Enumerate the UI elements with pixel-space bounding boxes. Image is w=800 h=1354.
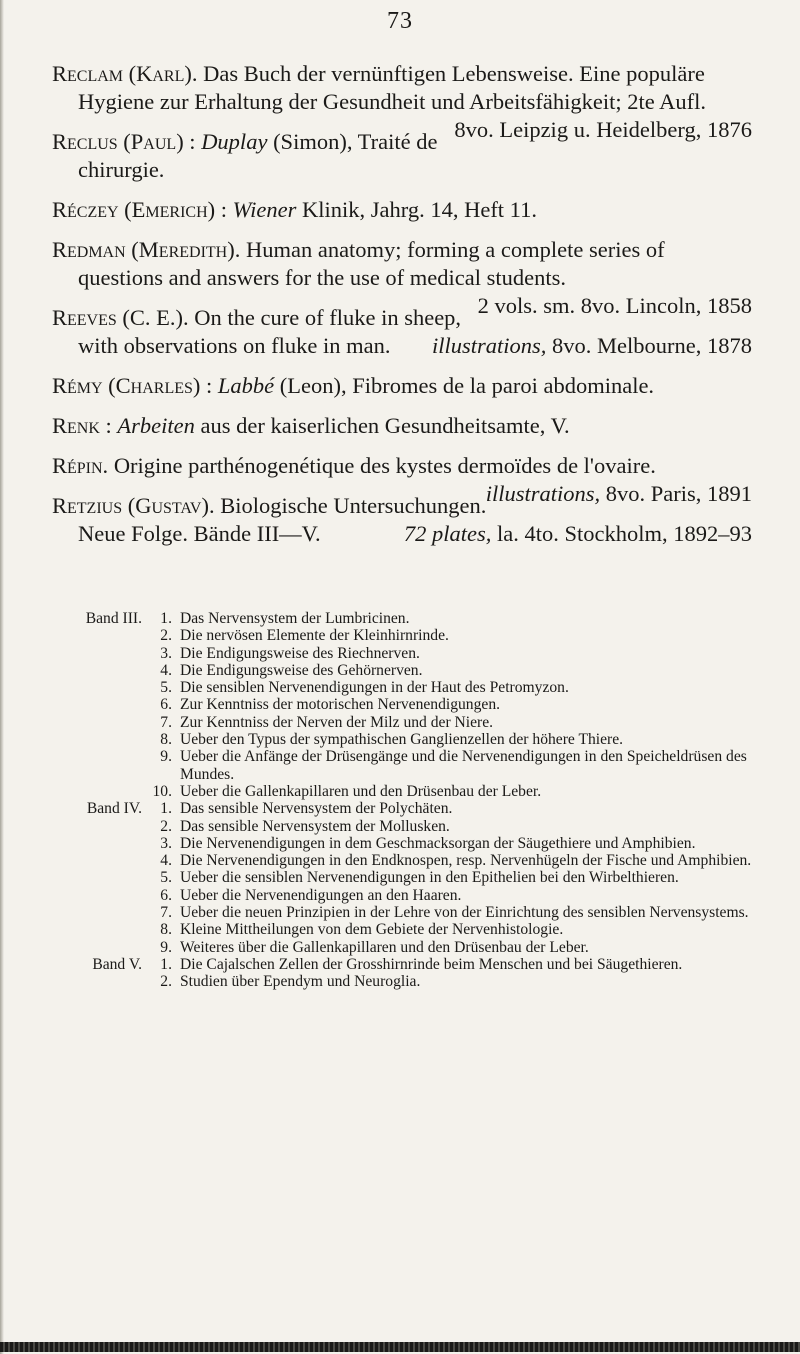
entry-illustrations: 72 plates, (403, 521, 492, 546)
band-item-number: 8. (160, 921, 172, 939)
bibliography-entry (52, 412, 752, 440)
band-item-title: Ueber die Gallenkapillaren und den Drüsenbau der Leber. (180, 782, 542, 800)
entry-author: Réczey (Emerich) : (52, 197, 228, 222)
band-item-number: 7. (160, 713, 172, 731)
band-label (52, 645, 142, 662)
band-item-number: 4. (160, 852, 172, 870)
band-item (52, 679, 762, 696)
entry-imprint: la. 4to. Stockholm, 1892–93 (497, 521, 752, 546)
band-item-title: Das sensible Nervensystem der Mollusken. (180, 817, 450, 835)
band-item-number: 6. (160, 886, 172, 904)
band-item (52, 973, 762, 990)
band-item-number: 1. (160, 610, 172, 627)
band-item (52, 645, 762, 662)
band-item (52, 800, 762, 817)
band-item (52, 662, 762, 679)
band-label (52, 679, 142, 696)
entry-author: Renk : (52, 413, 112, 438)
band-item-number: 2. (160, 817, 172, 835)
entry-author: Reclus (Paul) : (52, 129, 196, 154)
entry-publication (431, 332, 752, 360)
band-item-title: Die Nervenendigungen in dem Geschmacksorgan der Säugethiere und Amphibien. (180, 834, 696, 852)
band-item (52, 921, 762, 938)
band-label (52, 904, 142, 921)
band-item-title: Zur Kenntniss der Nerven der Milz und der Niere. (180, 713, 494, 731)
band-label (52, 818, 142, 835)
band-item-number: 2. (160, 973, 172, 991)
band-label (52, 748, 142, 783)
page-edge-shadow (0, 0, 4, 1354)
entry-title: Das Buch der vernünftigen Lebensweise. Eine populäre Hygiene zur Erhaltung der Gesundheit und Arbeitsfähigkeit; 2te Aufl. (78, 61, 706, 114)
band-item-number: 2. (160, 627, 172, 645)
band-item (52, 835, 762, 852)
band-item-title: Die Nervenendigungen in den Endknospen, resp. Nervenhügeln der Fische und Amphibien. (180, 852, 752, 870)
band-item (52, 610, 762, 627)
band-item-number: 1. (160, 955, 172, 973)
band-item (52, 818, 762, 835)
band-item (52, 939, 762, 956)
band-item-title: Ueber die neuen Prinzipien in der Lehre von der Einrichtung des sensiblen Nervensystems. (180, 904, 749, 922)
band-label (52, 714, 142, 731)
band-item-number: 9. (160, 748, 172, 766)
entry-title: Origine parthénogenétique des kystes dermoïdes de l'ovaire. (113, 453, 656, 478)
band-label (52, 783, 142, 800)
band-label: Band III. (85, 610, 142, 627)
entry-title: On the cure of fluke in sheep, with observations on fluke in man. (78, 305, 462, 358)
band-item (52, 714, 762, 731)
band-label (52, 869, 142, 886)
band-item-title: Das sensible Nervensystem der Polychäten. (180, 800, 453, 818)
entry-imprint: 8vo. Leipzig u. Heidelberg, 1876 (454, 117, 752, 142)
bottom-edge-rule (0, 1342, 800, 1352)
band-item-title: Die nervösen Elemente der Kleinhirnrinde. (180, 627, 449, 645)
bibliography-entries (52, 60, 752, 560)
entry-author: Rémy (Charles) : (52, 373, 213, 398)
band-item-number: 1. (160, 800, 172, 818)
band-item-title: Kleine Mittheilungen von dem Gebiete der Nervenhistologie. (180, 921, 564, 939)
band-label (52, 696, 142, 713)
band-label (52, 662, 142, 679)
entry-title: Human anatomy; forming a complete series of questions and answers for the use of medical students. (78, 237, 665, 290)
entry-publication (477, 292, 752, 320)
band-item-title: Die Endigungsweise des Gehörnerven. (180, 661, 423, 679)
entry-italic-term: Arbeiten (117, 413, 195, 438)
band-item-number: 5. (160, 679, 172, 697)
band-item-number: 8. (160, 731, 172, 749)
band-item-title: Ueber den Typus der sympathischen Ganglienzellen der höhere Thiere. (180, 731, 624, 749)
entry-publication (403, 520, 752, 548)
band-label (52, 921, 142, 938)
band-item-title: Zur Kenntniss der motorischen Nervenendigungen. (180, 696, 501, 714)
band-item-title: Das Nervensystem der Lumbricinen. (180, 610, 410, 627)
entry-publication (454, 116, 752, 144)
band-item-title: Weiteres über die Gallenkapillaren und den Drüsenbau der Leber. (180, 938, 589, 956)
entry-italic-term: Duplay (201, 129, 268, 154)
entry-author: Répin. (52, 453, 109, 478)
entry-author: Retzius (Gustav). (52, 493, 215, 518)
entry-title: Biologische Untersuchungen. Neue Folge. Bände III—V. (78, 493, 487, 546)
band-item-title: Ueber die Nervenendigungen an den Haaren. (180, 886, 462, 904)
band-item (52, 852, 762, 869)
band-label (52, 973, 142, 990)
band-item-number: 7. (160, 904, 172, 922)
band-item-number: 3. (160, 644, 172, 662)
entry-author: Reeves (C. E.). (52, 305, 189, 330)
band-item-title: Die sensiblen Nervenendigungen in der Haut des Petromyzon. (180, 679, 569, 697)
retzius-band-contents (52, 610, 762, 991)
entry-title: aus der kaiserlichen Gesundheitsamte, V. (200, 413, 570, 438)
entry-author: Reclam (Karl). (52, 61, 198, 86)
band-item-number: 6. (160, 696, 172, 714)
entry-title: (Simon), Traité de chirurgie. (78, 129, 438, 182)
band-item (52, 696, 762, 713)
band-item (52, 904, 762, 921)
band-label: Band V. (92, 955, 142, 973)
entry-title: Klinik, Jahrg. 14, Heft 11. (302, 197, 537, 222)
band-item-title: Studien über Ependym und Neuroglia. (180, 973, 421, 991)
bibliography-entry (52, 372, 752, 400)
entry-author: Redman (Meredith). (52, 237, 241, 262)
band-item-title: Die Cajalschen Zellen der Grosshirnrinde beim Menschen und bei Säugethieren. (180, 955, 683, 973)
page-number: 73 (387, 8, 413, 34)
band-item-title: Ueber die sensiblen Nervenendigungen in den Epithelien bei den Wirbelthieren. (180, 869, 679, 887)
band-label (52, 627, 142, 644)
entry-italic-term: Labbé (217, 373, 275, 398)
band-item (52, 887, 762, 904)
entry-italic-term: Wiener (232, 197, 297, 222)
band-label (52, 731, 142, 748)
band-item-number: 3. (160, 834, 172, 852)
band-label (52, 939, 142, 956)
band-label: Band IV. (86, 800, 142, 818)
entry-illustrations: illustrations, (431, 333, 547, 358)
entry-title: (Leon), Fibromes de la paroi abdominale. (279, 373, 655, 398)
band-item (52, 956, 762, 973)
band-label (52, 887, 142, 904)
band-item-number: 5. (160, 869, 172, 887)
entry-publication (485, 480, 752, 508)
bibliography-entry (52, 196, 752, 224)
band-item (52, 748, 762, 783)
band-item (52, 731, 762, 748)
entry-imprint: 2 vols. sm. 8vo. Lincoln, 1858 (477, 293, 752, 318)
band-item (52, 783, 762, 800)
entry-imprint: 8vo. Melbourne, 1878 (552, 333, 752, 358)
entry-imprint: 8vo. Paris, 1891 (605, 481, 752, 506)
band-item-number: 10. (152, 782, 172, 800)
band-item-number: 4. (160, 661, 172, 679)
band-item-title: Ueber die Anfänge der Drüsengänge und die Nervenendigungen in den Speicheldrüsen des Mundes. (180, 748, 747, 783)
band-item-title: Die Endigungsweise des Riechnerven. (180, 644, 420, 662)
band-label (52, 835, 142, 852)
band-item (52, 869, 762, 886)
band-item-number: 9. (160, 938, 172, 956)
entry-illustrations: illustrations, (485, 481, 601, 506)
band-label (52, 852, 142, 869)
band-item (52, 627, 762, 644)
